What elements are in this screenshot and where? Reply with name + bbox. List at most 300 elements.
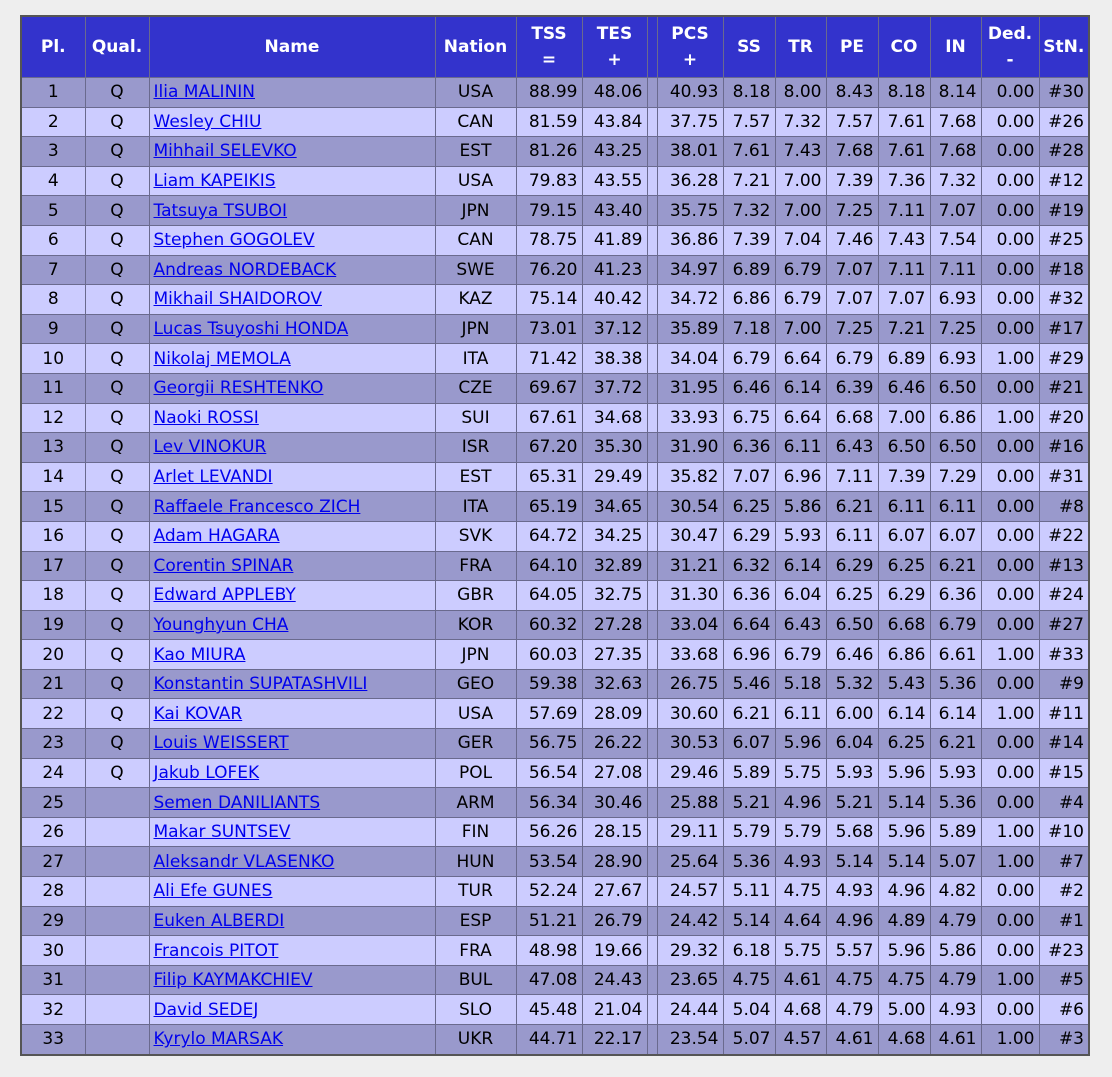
cell-name (149, 788, 435, 818)
cell-start-number: #2 (1039, 877, 1089, 907)
skater-name-link[interactable]: Naoki ROSSI (153, 407, 259, 428)
cell-pe: 4.96 (826, 906, 878, 936)
cell-co: 7.11 (878, 196, 930, 226)
cell-nation: JPN (435, 196, 516, 226)
cell-start-number: #26 (1039, 107, 1089, 137)
cell-co: 6.07 (878, 521, 930, 551)
table-row (21, 373, 1089, 403)
skater-name-link[interactable]: Kao MIURA (153, 644, 246, 665)
cell-pcs: 34.04 (657, 344, 723, 374)
cell-pcs: 36.86 (657, 225, 723, 255)
cell-start-number: #10 (1039, 817, 1089, 847)
cell-co: 4.75 (878, 965, 930, 995)
cell-deductions: 0.00 (981, 995, 1039, 1025)
cell-in: 4.79 (930, 906, 981, 936)
cell-pcs: 23.54 (657, 1025, 723, 1055)
cell-tss: 79.83 (516, 166, 582, 196)
cell-deductions: 0.00 (981, 166, 1039, 196)
cell-name (149, 1025, 435, 1055)
cell-start-number: #19 (1039, 196, 1089, 226)
cell-tr: 4.61 (775, 965, 826, 995)
cell-name (149, 403, 435, 433)
cell-nation: GER (435, 729, 516, 759)
cell-tr: 7.00 (775, 196, 826, 226)
cell-nation: KOR (435, 610, 516, 640)
cell-ss: 5.04 (723, 995, 775, 1025)
cell-tr: 6.64 (775, 403, 826, 433)
cell-co: 5.14 (878, 788, 930, 818)
cell-co: 6.50 (878, 433, 930, 463)
cell-name (149, 936, 435, 966)
cell-name (149, 196, 435, 226)
skater-name-link[interactable]: Lev VINOKUR (153, 437, 267, 458)
cell-tss: 69.67 (516, 373, 582, 403)
cell-pe: 6.68 (826, 403, 878, 433)
cell-qualification (85, 847, 149, 877)
cell-in: 6.86 (930, 403, 981, 433)
cell-tss: 81.59 (516, 107, 582, 137)
skater-name-link[interactable]: Mihhail SELEVKO (153, 141, 297, 162)
cell-ss: 7.32 (723, 196, 775, 226)
cell-name (149, 433, 435, 463)
table-row (21, 196, 1089, 226)
cell-tr: 6.04 (775, 581, 826, 611)
cell-deductions: 0.00 (981, 610, 1039, 640)
cell-co: 6.14 (878, 699, 930, 729)
cell-nation: ITA (435, 492, 516, 522)
cell-ss: 7.39 (723, 225, 775, 255)
skater-name-link[interactable]: Francois PITOT (153, 940, 279, 961)
cell-pcs: 31.21 (657, 551, 723, 581)
cell-nation: SWE (435, 255, 516, 285)
cell-place: 24 (21, 758, 85, 788)
col-header-tss-operator: = (541, 50, 557, 70)
cell-place: 9 (21, 314, 85, 344)
cell-qualification (85, 995, 149, 1025)
table-row (21, 788, 1089, 818)
cell-tes: 43.55 (582, 166, 647, 196)
cell-ss: 6.86 (723, 285, 775, 315)
skater-name-link[interactable]: Georgii RESHTENKO (153, 378, 324, 399)
table-row (21, 581, 1089, 611)
cell-deductions: 1.00 (981, 403, 1039, 433)
cell-place: 20 (21, 640, 85, 670)
cell-tes: 28.15 (582, 817, 647, 847)
cell-name (149, 107, 435, 137)
cell-tes: 35.30 (582, 433, 647, 463)
cell-co: 6.25 (878, 551, 930, 581)
cell-in: 7.25 (930, 314, 981, 344)
cell-in: 5.36 (930, 669, 981, 699)
cell-start-number: #20 (1039, 403, 1089, 433)
cell-pcs: 24.42 (657, 906, 723, 936)
cell-start-number: #8 (1039, 492, 1089, 522)
cell-co: 6.46 (878, 373, 930, 403)
cell-pe: 8.43 (826, 78, 878, 108)
cell-place: 8 (21, 285, 85, 315)
col-header-start-number: StN. (1039, 16, 1089, 78)
table-row (21, 462, 1089, 492)
cell-name (149, 285, 435, 315)
cell-nation: JPN (435, 314, 516, 344)
skater-name-link[interactable]: Euken ALBERDI (153, 910, 285, 931)
skater-name-link[interactable]: Ilia MALININ (153, 82, 256, 103)
cell-pcs: 29.32 (657, 936, 723, 966)
cell-qualification: Q (85, 285, 149, 315)
skater-name-link[interactable]: Arlet LEVANDI (153, 467, 273, 488)
cell-deductions: 0.00 (981, 551, 1039, 581)
cell-in: 7.07 (930, 196, 981, 226)
cell-pcs: 30.47 (657, 521, 723, 551)
cell-qualification (85, 936, 149, 966)
cell-pe: 6.46 (826, 640, 878, 670)
cell-pcs: 35.75 (657, 196, 723, 226)
cell-in: 7.68 (930, 107, 981, 137)
cell-name (149, 225, 435, 255)
cell-spacer (647, 344, 657, 374)
cell-name (149, 166, 435, 196)
cell-place: 6 (21, 225, 85, 255)
cell-nation: UKR (435, 1025, 516, 1055)
cell-name (149, 995, 435, 1025)
cell-tss: 52.24 (516, 877, 582, 907)
cell-start-number: #4 (1039, 788, 1089, 818)
cell-qualification (85, 906, 149, 936)
cell-pe: 5.68 (826, 817, 878, 847)
table-row (21, 610, 1089, 640)
cell-pe: 6.79 (826, 344, 878, 374)
cell-nation: FRA (435, 551, 516, 581)
cell-spacer (647, 640, 657, 670)
cell-place: 7 (21, 255, 85, 285)
cell-name (149, 877, 435, 907)
cell-ss: 6.96 (723, 640, 775, 670)
cell-tss: 51.21 (516, 906, 582, 936)
cell-place: 16 (21, 521, 85, 551)
cell-tes: 41.23 (582, 255, 647, 285)
cell-ss: 4.75 (723, 965, 775, 995)
cell-start-number: #6 (1039, 995, 1089, 1025)
cell-pe: 7.39 (826, 166, 878, 196)
cell-tes: 22.17 (582, 1025, 647, 1055)
cell-co: 7.36 (878, 166, 930, 196)
cell-name (149, 699, 435, 729)
cell-tr: 7.32 (775, 107, 826, 137)
cell-tes: 26.79 (582, 906, 647, 936)
cell-pe: 7.68 (826, 137, 878, 167)
cell-nation: SUI (435, 403, 516, 433)
cell-pcs: 25.88 (657, 788, 723, 818)
cell-deductions: 1.00 (981, 1025, 1039, 1055)
cell-pe: 7.07 (826, 285, 878, 315)
table-row (21, 107, 1089, 137)
cell-co: 5.14 (878, 847, 930, 877)
cell-pcs: 33.04 (657, 610, 723, 640)
cell-pcs: 33.93 (657, 403, 723, 433)
skater-name-link[interactable]: Raffaele Francesco ZICH (153, 496, 361, 517)
cell-tr: 4.96 (775, 788, 826, 818)
skater-name-link[interactable]: Kai KOVAR (153, 703, 243, 724)
cell-nation: ITA (435, 344, 516, 374)
col-header-spacer (647, 16, 657, 78)
skater-name-link[interactable]: David SEDEJ (153, 999, 259, 1020)
cell-pcs: 26.75 (657, 669, 723, 699)
table-header (21, 16, 1089, 78)
cell-start-number: #32 (1039, 285, 1089, 315)
cell-tss: 56.54 (516, 758, 582, 788)
cell-ss: 6.25 (723, 492, 775, 522)
skater-name-link[interactable]: Ali Efe GUNES (153, 881, 273, 902)
cell-start-number: #9 (1039, 669, 1089, 699)
cell-qualification: Q (85, 137, 149, 167)
cell-co: 8.18 (878, 78, 930, 108)
col-header-place: Pl. (21, 16, 85, 78)
cell-start-number: #27 (1039, 610, 1089, 640)
cell-tr: 5.75 (775, 758, 826, 788)
cell-pe: 5.21 (826, 788, 878, 818)
cell-spacer (647, 788, 657, 818)
cell-co: 6.86 (878, 640, 930, 670)
table-row (21, 699, 1089, 729)
skater-name-link[interactable]: Liam KAPEIKIS (153, 171, 276, 192)
cell-pe: 7.25 (826, 314, 878, 344)
cell-tes: 38.38 (582, 344, 647, 374)
col-header-ded-operator: - (1006, 50, 1014, 70)
cell-start-number: #25 (1039, 225, 1089, 255)
cell-in: 6.93 (930, 344, 981, 374)
cell-in: 5.93 (930, 758, 981, 788)
cell-spacer (647, 758, 657, 788)
cell-spacer (647, 521, 657, 551)
cell-deductions: 0.00 (981, 758, 1039, 788)
skater-name-link[interactable]: Konstantin SUPATASHVILI (153, 674, 368, 695)
cell-spacer (647, 669, 657, 699)
skater-name-link[interactable]: Makar SUNTSEV (153, 822, 291, 843)
cell-place: 18 (21, 581, 85, 611)
cell-tss: 45.48 (516, 995, 582, 1025)
cell-start-number: #28 (1039, 137, 1089, 167)
cell-tes: 43.84 (582, 107, 647, 137)
cell-tr: 4.57 (775, 1025, 826, 1055)
cell-tss: 65.31 (516, 462, 582, 492)
cell-deductions: 0.00 (981, 373, 1039, 403)
col-header-ded-label: Ded. (987, 24, 1033, 44)
col-header-qualification: Qual. (85, 16, 149, 78)
cell-pcs: 29.46 (657, 758, 723, 788)
cell-tes: 27.28 (582, 610, 647, 640)
table-row (21, 314, 1089, 344)
cell-in: 6.50 (930, 373, 981, 403)
cell-co: 6.25 (878, 729, 930, 759)
cell-ss: 6.79 (723, 344, 775, 374)
cell-start-number: #1 (1039, 906, 1089, 936)
cell-in: 4.79 (930, 965, 981, 995)
cell-qualification: Q (85, 107, 149, 137)
cell-name (149, 492, 435, 522)
cell-ss: 6.75 (723, 403, 775, 433)
cell-tes: 43.40 (582, 196, 647, 226)
cell-place: 5 (21, 196, 85, 226)
cell-tss: 56.26 (516, 817, 582, 847)
cell-nation: CZE (435, 373, 516, 403)
col-header-co: CO (878, 16, 930, 78)
cell-spacer (647, 965, 657, 995)
cell-nation: EST (435, 462, 516, 492)
col-header-ss: SS (723, 16, 775, 78)
cell-nation: GBR (435, 581, 516, 611)
cell-pcs: 31.30 (657, 581, 723, 611)
cell-pe: 6.50 (826, 610, 878, 640)
cell-place: 17 (21, 551, 85, 581)
cell-tss: 64.72 (516, 521, 582, 551)
cell-spacer (647, 107, 657, 137)
cell-tss: 60.03 (516, 640, 582, 670)
cell-nation: BUL (435, 965, 516, 995)
cell-tr: 6.79 (775, 640, 826, 670)
cell-pcs: 24.57 (657, 877, 723, 907)
cell-ss: 8.18 (723, 78, 775, 108)
cell-pe: 7.11 (826, 462, 878, 492)
cell-start-number: #16 (1039, 433, 1089, 463)
cell-pe: 6.04 (826, 729, 878, 759)
cell-name (149, 344, 435, 374)
cell-ss: 6.29 (723, 521, 775, 551)
cell-pe: 7.07 (826, 255, 878, 285)
cell-qualification: Q (85, 166, 149, 196)
cell-spacer (647, 936, 657, 966)
cell-spacer (647, 255, 657, 285)
cell-deductions: 0.00 (981, 255, 1039, 285)
cell-qualification (85, 817, 149, 847)
skater-name-link[interactable]: Aleksandr VLASENKO (153, 851, 335, 872)
cell-spacer (647, 225, 657, 255)
cell-deductions: 0.00 (981, 788, 1039, 818)
cell-tes: 19.66 (582, 936, 647, 966)
cell-in: 7.11 (930, 255, 981, 285)
cell-deductions: 0.00 (981, 906, 1039, 936)
cell-tes: 37.12 (582, 314, 647, 344)
skater-name-link[interactable]: Louis WEISSERT (153, 733, 289, 754)
cell-co: 7.61 (878, 107, 930, 137)
cell-deductions: 0.00 (981, 196, 1039, 226)
cell-qualification: Q (85, 403, 149, 433)
cell-pcs: 24.44 (657, 995, 723, 1025)
cell-tss: 76.20 (516, 255, 582, 285)
skater-name-link[interactable]: Andreas NORDEBACK (153, 259, 337, 280)
col-header-pe: PE (826, 16, 878, 78)
cell-tr: 6.14 (775, 373, 826, 403)
cell-start-number: #29 (1039, 344, 1089, 374)
skater-name-link[interactable]: Filip KAYMAKCHIEV (153, 970, 313, 991)
cell-co: 7.61 (878, 137, 930, 167)
cell-nation: TUR (435, 877, 516, 907)
table-row (21, 403, 1089, 433)
cell-tes: 32.63 (582, 669, 647, 699)
table-row (21, 492, 1089, 522)
cell-co: 6.89 (878, 344, 930, 374)
skater-name-link[interactable]: Adam HAGARA (153, 526, 280, 547)
cell-pe: 6.21 (826, 492, 878, 522)
cell-nation: POL (435, 758, 516, 788)
cell-tes: 24.43 (582, 965, 647, 995)
cell-ss: 6.64 (723, 610, 775, 640)
skater-name-link[interactable]: Mikhail SHAIDOROV (153, 289, 322, 310)
cell-tss: 56.75 (516, 729, 582, 759)
table-row (21, 285, 1089, 315)
cell-spacer (647, 551, 657, 581)
cell-in: 7.68 (930, 137, 981, 167)
cell-pcs: 25.64 (657, 847, 723, 877)
cell-spacer (647, 995, 657, 1025)
skater-name-link[interactable]: Younghyun CHA (153, 614, 289, 635)
cell-pcs: 23.65 (657, 965, 723, 995)
cell-pcs: 31.90 (657, 433, 723, 463)
cell-tr: 5.93 (775, 521, 826, 551)
cell-qualification: Q (85, 581, 149, 611)
cell-nation: KAZ (435, 285, 516, 315)
cell-place: 26 (21, 817, 85, 847)
cell-place: 29 (21, 906, 85, 936)
skater-name-link[interactable]: Wesley CHIU (153, 111, 262, 132)
cell-in: 6.79 (930, 610, 981, 640)
cell-name (149, 640, 435, 670)
cell-tr: 6.64 (775, 344, 826, 374)
cell-deductions: 1.00 (981, 640, 1039, 670)
cell-co: 4.89 (878, 906, 930, 936)
table-row (21, 847, 1089, 877)
cell-start-number: #18 (1039, 255, 1089, 285)
cell-spacer (647, 847, 657, 877)
cell-co: 5.96 (878, 817, 930, 847)
cell-in: 5.36 (930, 788, 981, 818)
cell-tr: 5.86 (775, 492, 826, 522)
cell-spacer (647, 433, 657, 463)
table-row (21, 137, 1089, 167)
cell-qualification: Q (85, 521, 149, 551)
cell-qualification: Q (85, 78, 149, 108)
skater-name-link[interactable]: Lucas Tsuyoshi HONDA (153, 319, 349, 340)
skater-name-link[interactable]: Nikolaj MEMOLA (153, 348, 291, 369)
skater-name-link[interactable]: Kyrylo MARSAK (153, 1029, 284, 1050)
cell-ss: 6.36 (723, 433, 775, 463)
cell-name (149, 758, 435, 788)
cell-tes: 43.25 (582, 137, 647, 167)
cell-pcs: 38.01 (657, 137, 723, 167)
cell-spacer (647, 492, 657, 522)
cell-tr: 6.96 (775, 462, 826, 492)
cell-tes: 26.22 (582, 729, 647, 759)
cell-nation: USA (435, 166, 516, 196)
skater-name-link[interactable]: Semen DANILIANTS (153, 792, 321, 813)
skater-name-link[interactable]: Corentin SPINAR (153, 555, 294, 576)
cell-tr: 5.79 (775, 817, 826, 847)
skater-name-link[interactable]: Stephen GOGOLEV (153, 230, 315, 251)
cell-in: 5.89 (930, 817, 981, 847)
cell-tes: 28.09 (582, 699, 647, 729)
cell-in: 5.07 (930, 847, 981, 877)
cell-tss: 78.75 (516, 225, 582, 255)
skater-name-link[interactable]: Edward APPLEBY (153, 585, 296, 606)
cell-tr: 7.00 (775, 314, 826, 344)
cell-tes: 34.68 (582, 403, 647, 433)
col-header-pcs-label: PCS (671, 24, 709, 44)
cell-spacer (647, 817, 657, 847)
cell-start-number: #21 (1039, 373, 1089, 403)
skater-name-link[interactable]: Jakub LOFEK (153, 762, 260, 783)
table-row (21, 758, 1089, 788)
cell-start-number: #11 (1039, 699, 1089, 729)
skater-name-link[interactable]: Tatsuya TSUBOI (153, 200, 288, 221)
